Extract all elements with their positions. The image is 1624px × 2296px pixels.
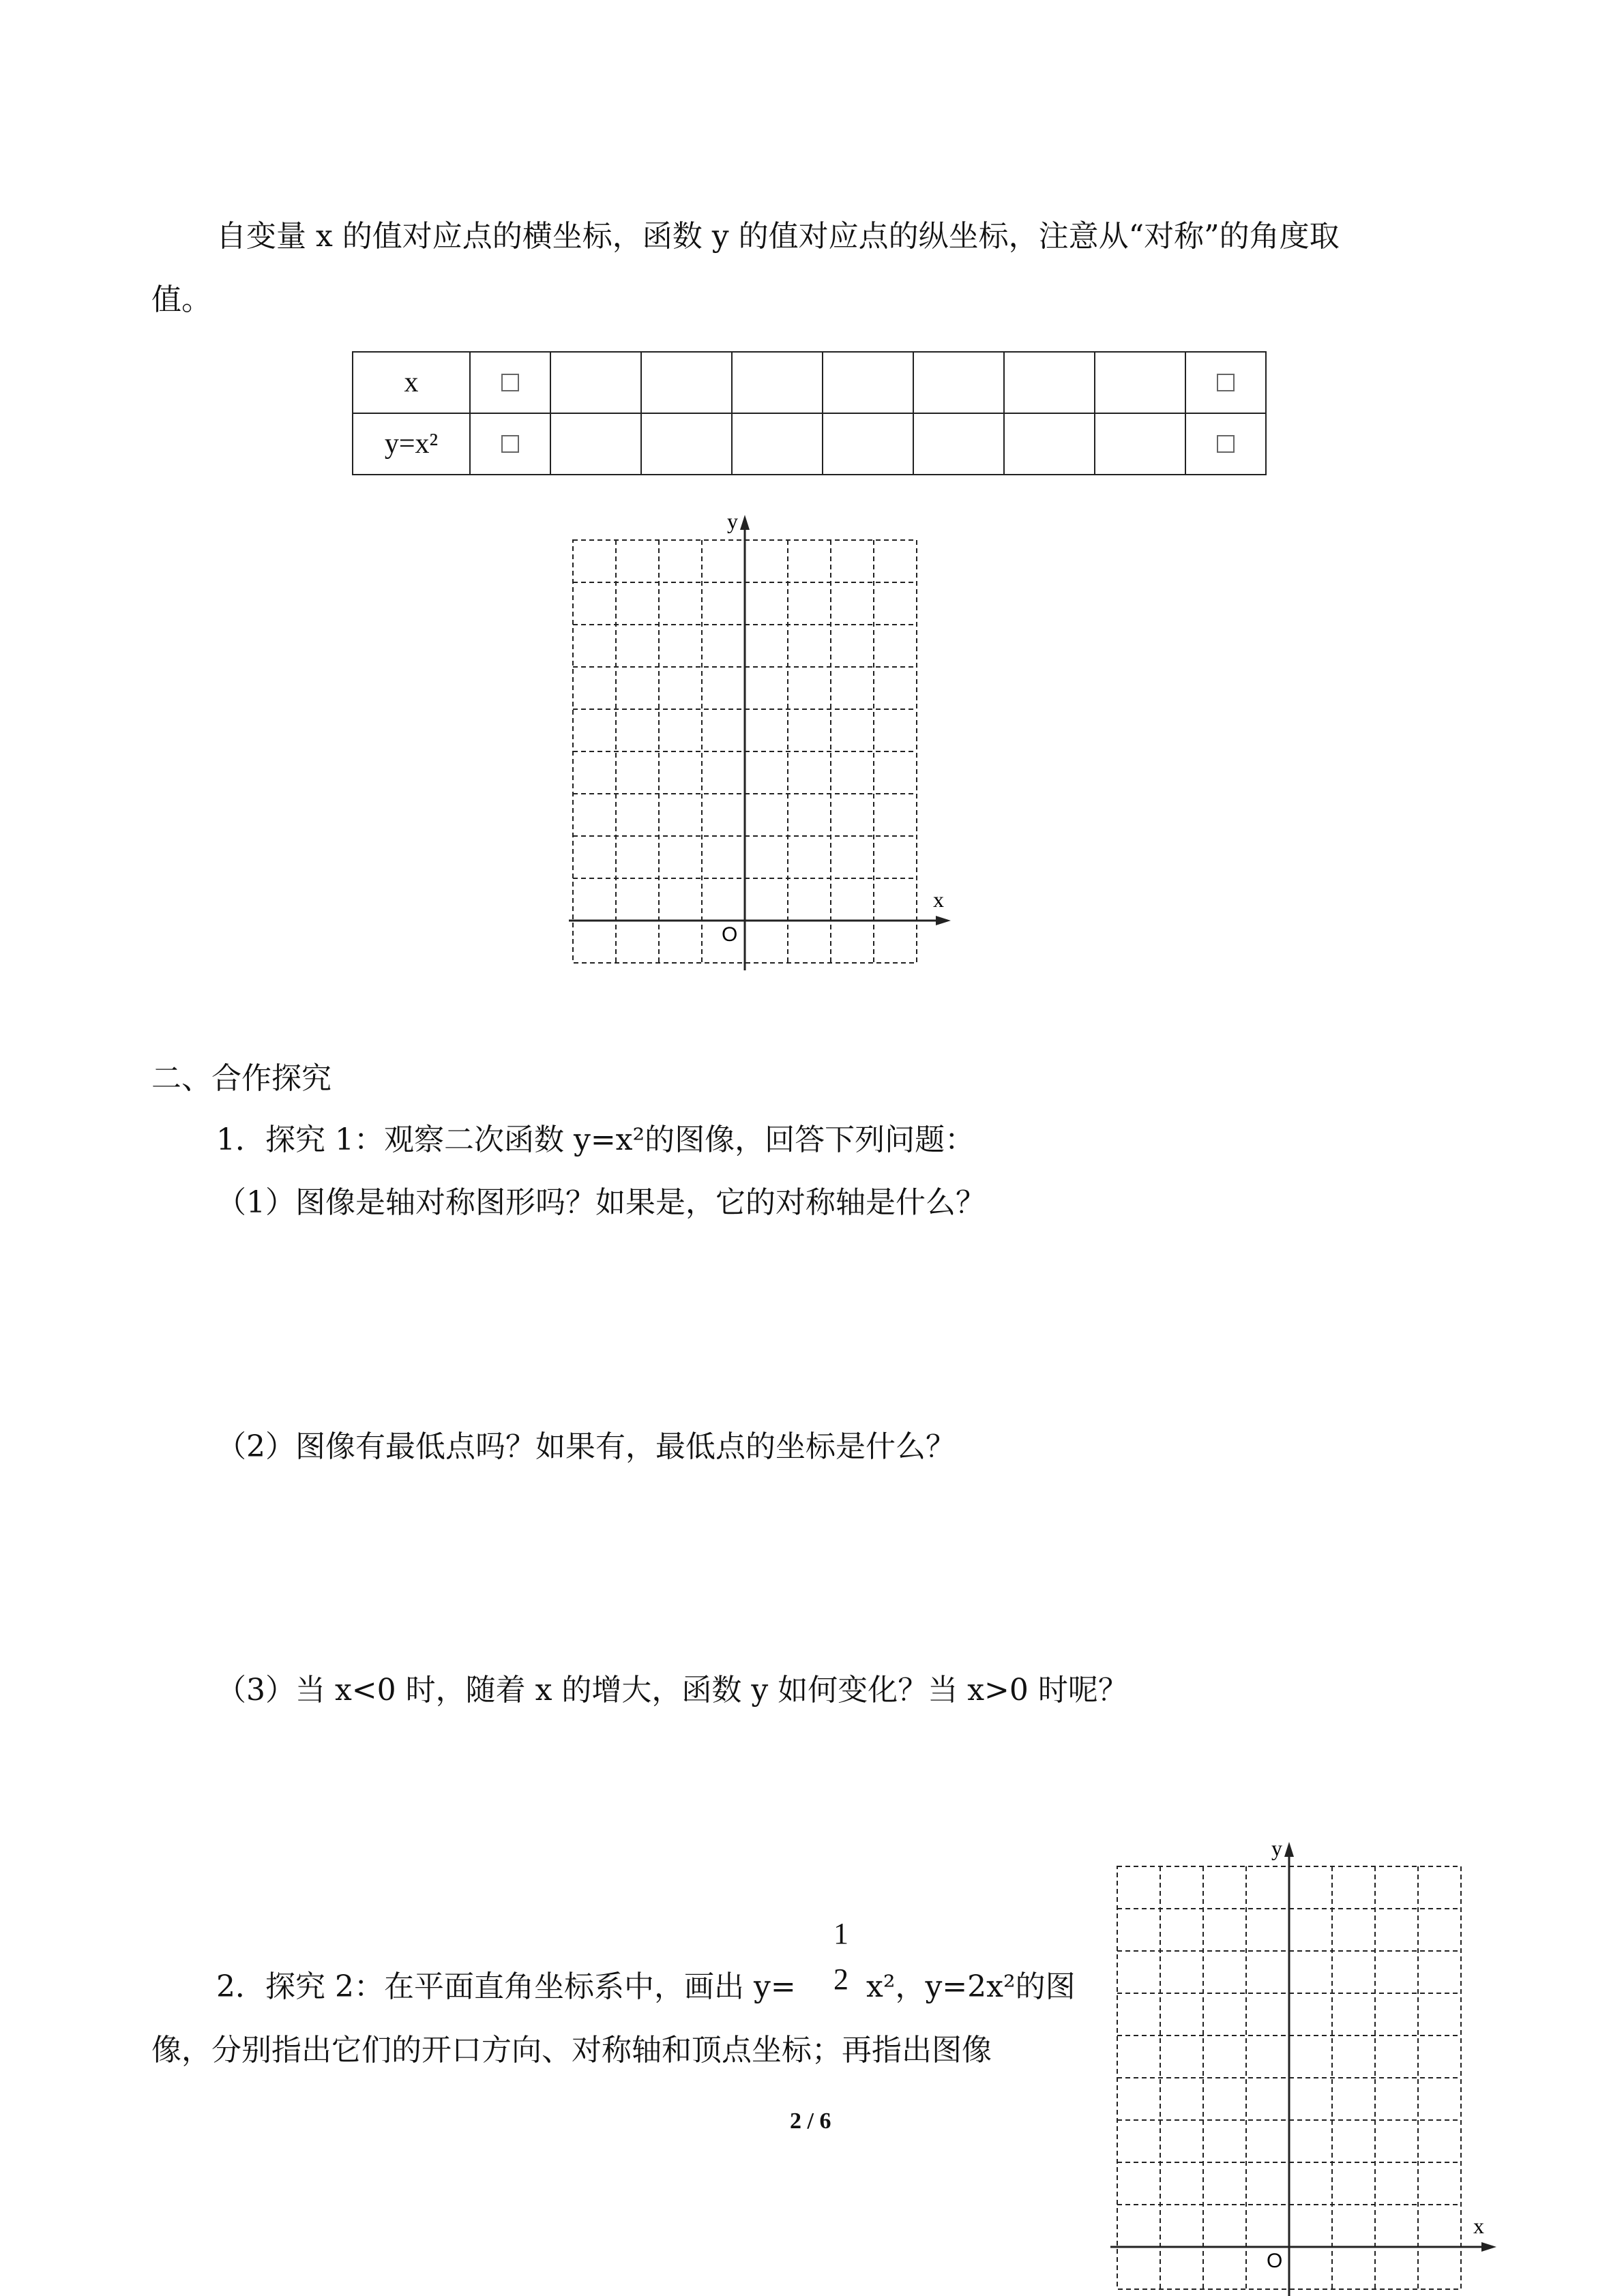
- table-cell[interactable]: [913, 413, 1004, 475]
- table-cell[interactable]: [550, 413, 641, 475]
- row-label-y: y=x²: [353, 413, 470, 475]
- table-row-y: [353, 413, 1266, 475]
- table-cell[interactable]: [823, 413, 913, 475]
- table-cell[interactable]: [470, 352, 550, 413]
- row-label-x: x: [353, 352, 470, 413]
- section-heading: 二、合作探究: [151, 1061, 331, 1096]
- question-1: （1）图像是轴对称图形吗？如果是，它的对称轴是什么？: [216, 1185, 986, 1220]
- coordinate-grid-1[interactable]: [559, 501, 962, 972]
- x-axis-label: x: [1473, 2213, 1484, 2238]
- table-row-x: [353, 352, 1266, 413]
- table-cell[interactable]: [550, 352, 641, 413]
- table-cell[interactable]: [913, 352, 1004, 413]
- explore-1-title: 1．探究 1：观察二次函数 y=x²的图像，回答下列问题：: [216, 1122, 975, 1157]
- placeholder-box: [1217, 435, 1235, 453]
- table-cell[interactable]: [641, 413, 732, 475]
- explore-2-suffix: x²，y=2x²的图: [866, 1969, 1076, 2004]
- x-axis-arrow-icon: [936, 916, 951, 925]
- y-axis-label: y: [1271, 1836, 1282, 1860]
- table-cell[interactable]: [1185, 413, 1266, 475]
- value-table: [352, 351, 1267, 475]
- intro-line-1: 自变量 x 的值对应点的横坐标，函数 y 的值对应点的纵坐标，注意从“对称”的角度取: [216, 219, 1340, 254]
- table-cell[interactable]: [470, 413, 550, 475]
- table-cell[interactable]: [1004, 413, 1095, 475]
- placeholder-box: [501, 374, 519, 391]
- coordinate-grid-2[interactable]: [1105, 1831, 1501, 2296]
- placeholder-box: [501, 435, 519, 453]
- intro-line-2: 值。: [151, 282, 211, 317]
- table-cell[interactable]: [641, 352, 732, 413]
- placeholder-box: [1217, 374, 1235, 391]
- x-axis-label: x: [933, 887, 944, 912]
- fraction-numerator: 1: [833, 1917, 848, 1950]
- fraction-denominator: 2: [833, 1963, 848, 1996]
- table-cell[interactable]: [823, 352, 913, 413]
- explore-2-prefix: 2．探究 2：在平面直角坐标系中，画出 y=: [216, 1969, 796, 2004]
- table-cell[interactable]: [732, 352, 823, 413]
- origin-label: O: [722, 923, 738, 946]
- origin-label: O: [1267, 2250, 1283, 2272]
- table-cell[interactable]: [732, 413, 823, 475]
- table-cell[interactable]: [1095, 413, 1185, 475]
- table-cell[interactable]: [1185, 352, 1266, 413]
- page-number: 2 / 6: [790, 2108, 831, 2134]
- question-3: （3）当 x<0 时，随着 x 的增大，函数 y 如何变化？当 x>0 时呢？: [216, 1673, 1128, 1708]
- y-axis-arrow-icon: [740, 515, 750, 530]
- question-2: （2）图像有最低点吗？如果有，最低点的坐标是什么？: [216, 1429, 956, 1464]
- y-axis-arrow-icon: [1284, 1842, 1294, 1857]
- x-axis-arrow-icon: [1481, 2242, 1496, 2252]
- y-axis-label: y: [727, 509, 738, 533]
- explore-2-line-2: 像，分别指出它们的开口方向、对称轴和顶点坐标；再指出图像: [151, 2033, 992, 2068]
- table-cell[interactable]: [1004, 352, 1095, 413]
- table-cell[interactable]: [1095, 352, 1185, 413]
